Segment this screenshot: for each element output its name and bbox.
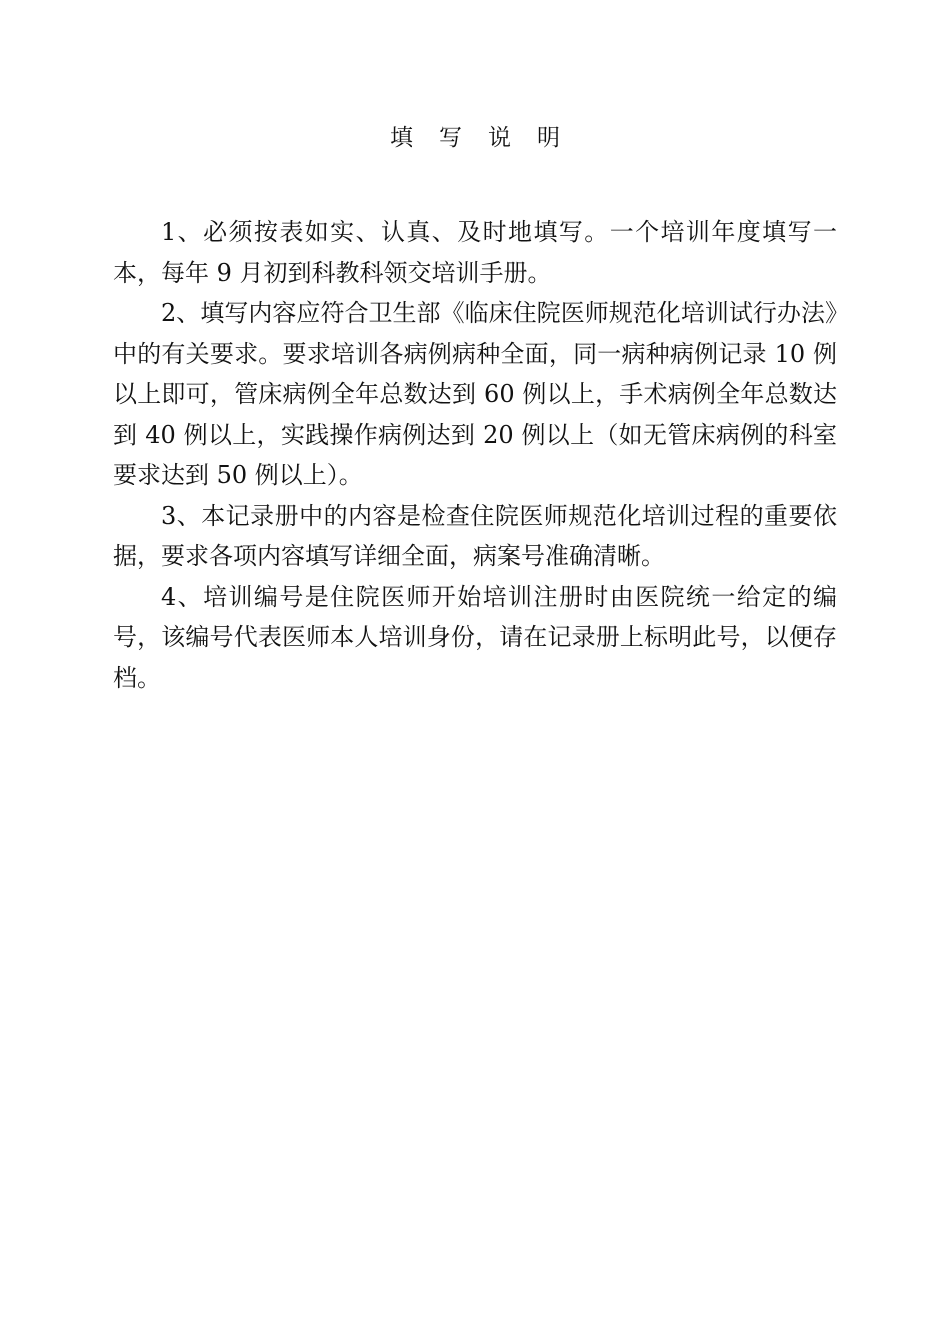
instruction-paragraph-1: 1、必须按表如实、认真、及时地填写。一个培训年度填写一本，每年 9 月初到科教科领交培训手册。 [113, 218, 837, 287]
instruction-paragraph-2: 2、填写内容应符合卫生部《临床住院医师规范化培训试行办法》中的有关要求。要求培训各病例病种全面，同一病种病例记录 10 例以上即可，管床病例全年总数达到 60 例以上，手术病例全年总数达到 40 例以上，实践操作病例达到 20 例以上（如无管床病例的科室要求达到 50 例以上）。 [113, 299, 837, 489]
instruction-paragraph-3: 3、本记录册中的内容是检查住院医师规范化培训过程的重要依据，要求各项内容填写详细全面，病案号准确清晰。 [113, 501, 837, 570]
instructions-body [113, 212, 837, 698]
page-title: 填写说明 [390, 125, 586, 151]
instruction-paragraph-4: 4、培训编号是住院医师开始培训注册时由医院统一给定的编号，该编号代表医师本人培训身份，请在记录册上标明此号，以便存档。 [113, 582, 837, 692]
document-page [113, 0, 837, 1344]
